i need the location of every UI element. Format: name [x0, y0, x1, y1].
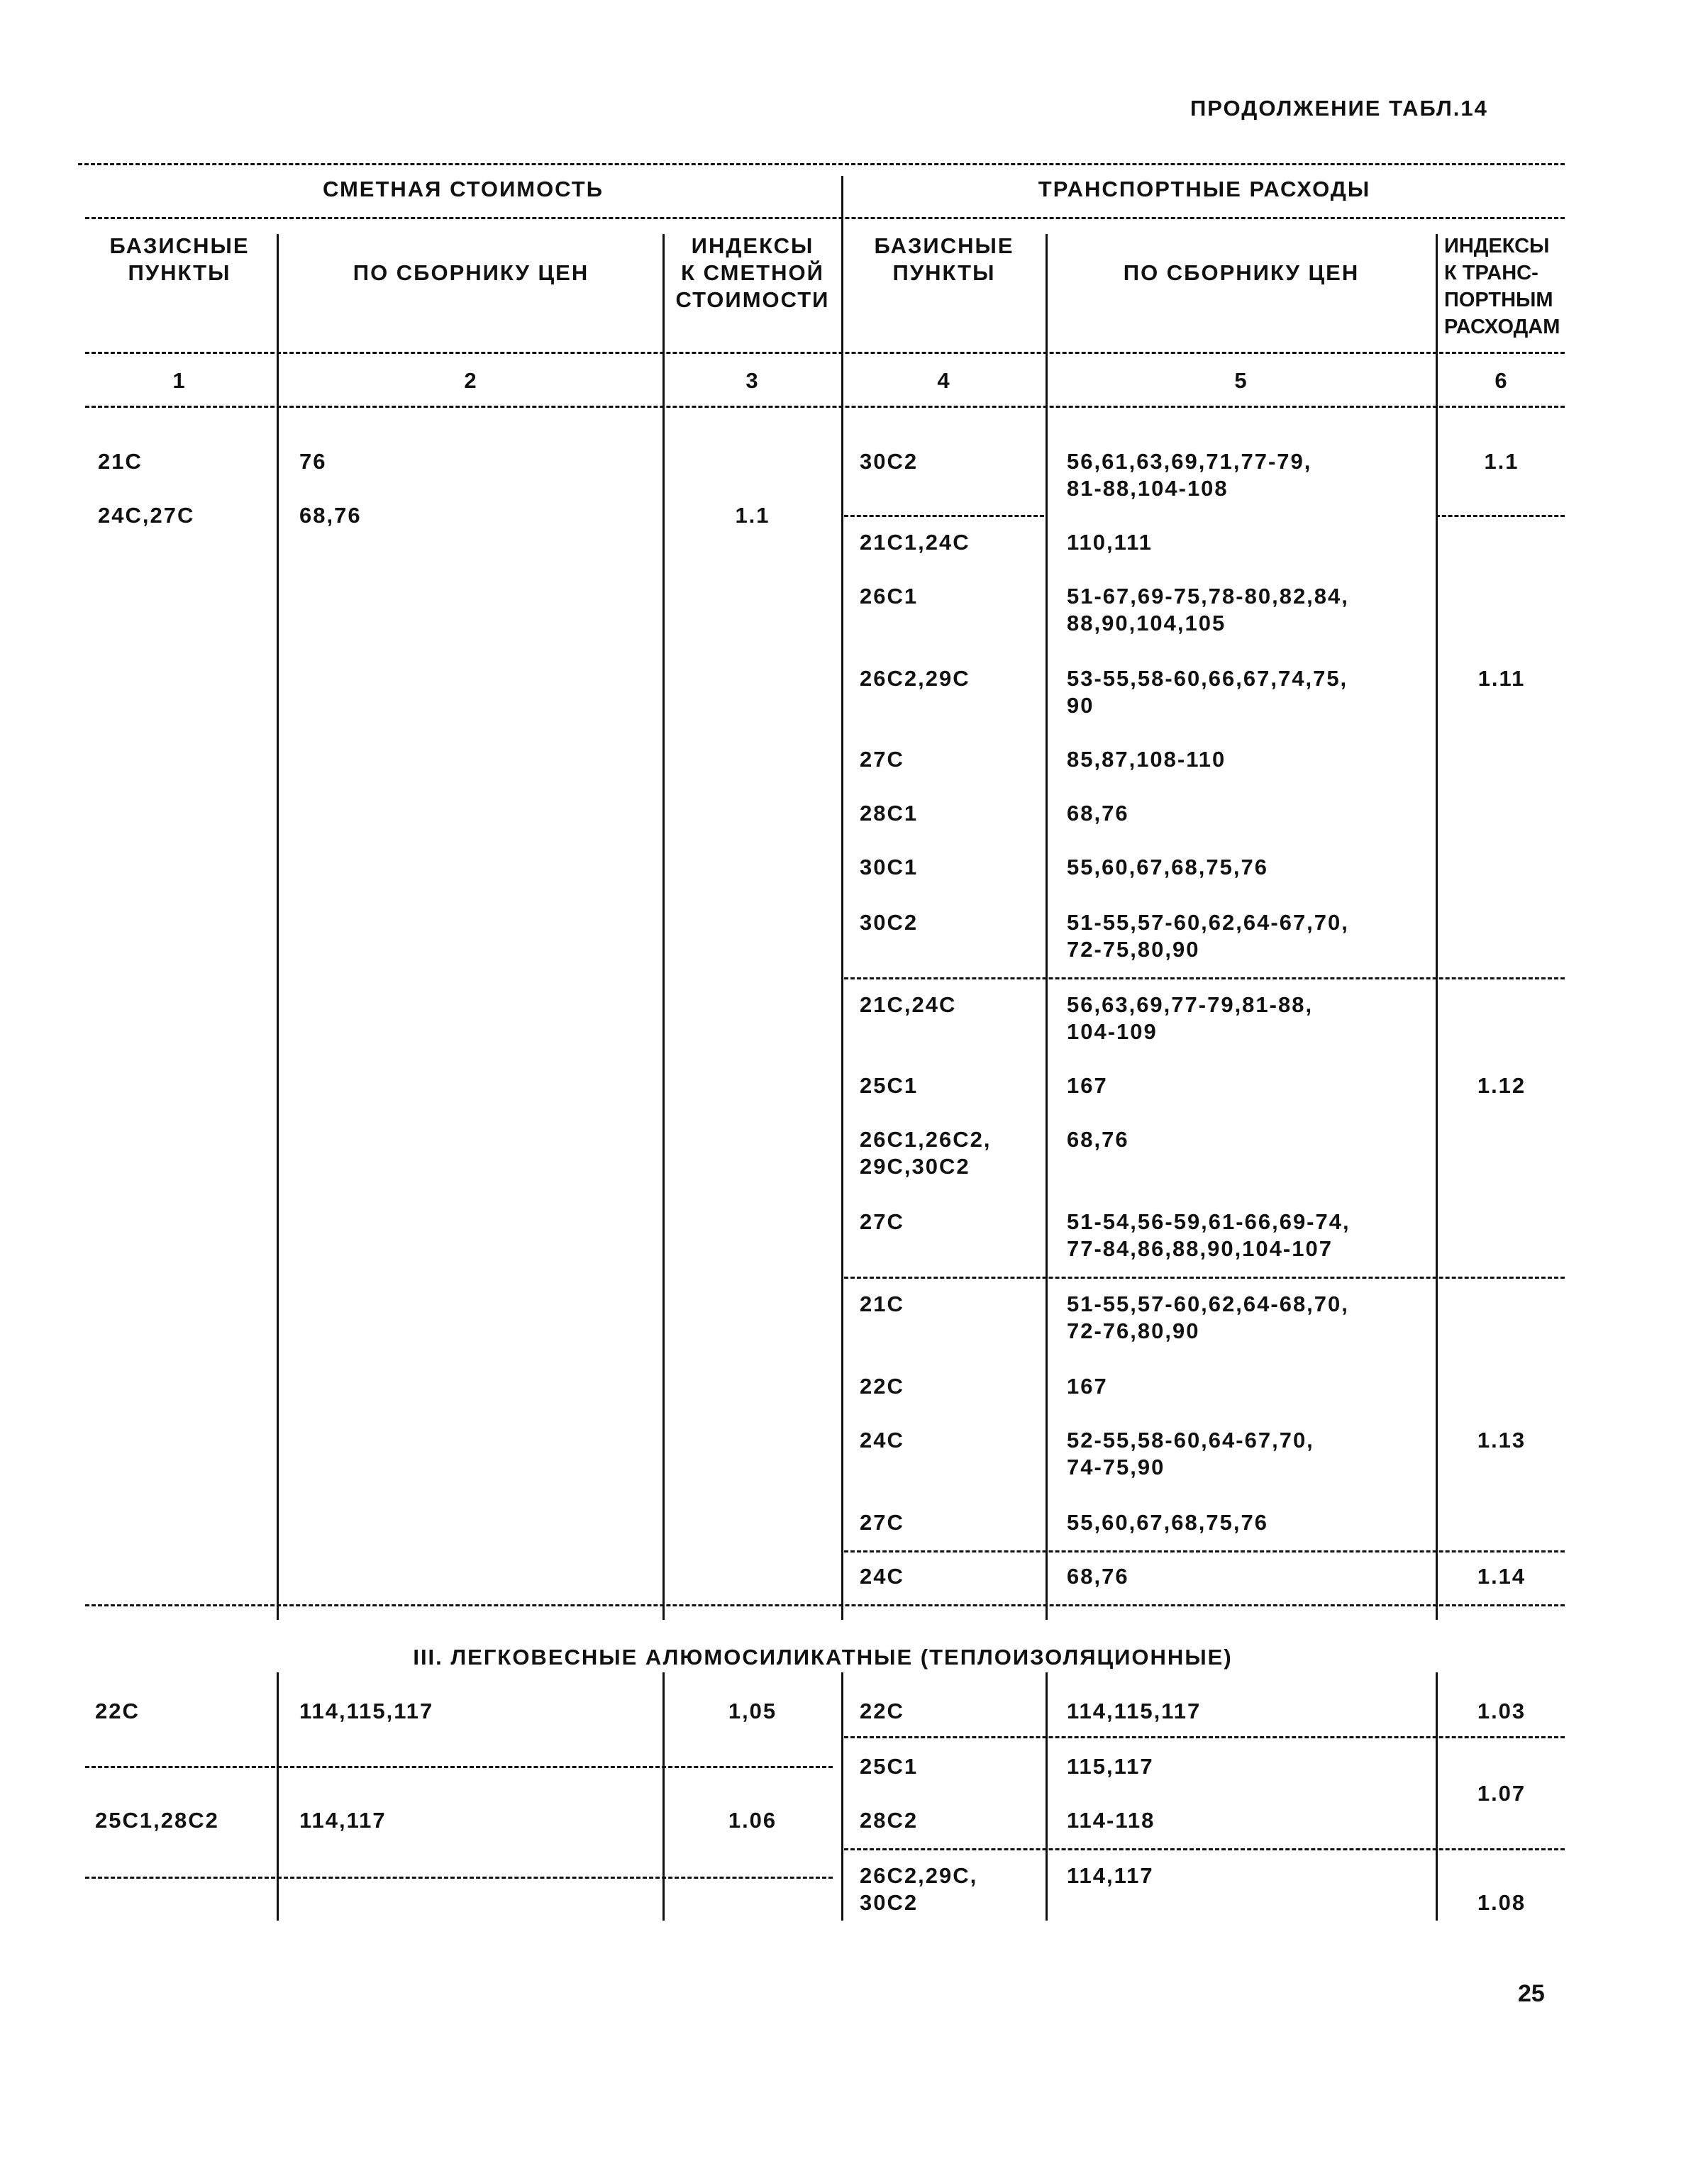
col-number: 1 [172, 368, 187, 393]
cost-index: 1,05 [728, 1699, 777, 1723]
transport-prices: 114,117 [1067, 1863, 1154, 1888]
col-number: 3 [745, 368, 760, 393]
transport-prices: 56,63,69,77-79,81-88, 104-109 [1067, 992, 1314, 1044]
transport-prices: 114-118 [1067, 1808, 1155, 1833]
transport-prices: 56,61,63,69,71,77-79, 81-88,104-108 [1067, 449, 1312, 501]
transport-index: 1.11 [1477, 666, 1526, 691]
col4-header: БАЗИСНЫЕ ПУНКТЫ [874, 233, 1014, 285]
col-number: 2 [464, 368, 478, 393]
transport-point: 21С1,24С [860, 530, 970, 555]
transport-prices: 110,111 [1067, 530, 1153, 555]
transport-prices: 51-55,57-60,62,64-68,70, 72-76,80,90 [1067, 1292, 1349, 1343]
transport-prices: 52-55,58-60,64-67,70, 74-75,90 [1067, 1428, 1314, 1479]
transport-point: 27С [860, 1510, 904, 1535]
transport-index: 1.08 [1477, 1890, 1526, 1915]
transport-point: 21С [860, 1292, 904, 1316]
transport-point: 30С1 [860, 855, 919, 879]
transport-index: 1.03 [1477, 1699, 1526, 1723]
transport-prices: 51-54,56-59,61-66,69-74, 77-84,86,88,90,104-107 [1067, 1209, 1351, 1261]
col-number: 6 [1494, 368, 1509, 393]
col3-header: ИНДЕКСЫ К СМЕТНОЙ СТОИМОСТИ [675, 233, 830, 312]
transport-point: 26С2,29С [860, 666, 970, 691]
transport-point: 28С2 [860, 1808, 919, 1833]
transport-point: 30С2 [860, 910, 919, 935]
transport-prices: 115,117 [1067, 1754, 1154, 1779]
transport-index: 1.12 [1477, 1073, 1526, 1098]
transport-index: 1.14 [1477, 1564, 1526, 1589]
cost-prices: 76 [299, 449, 327, 474]
transport-prices: 55,60,67,68,75,76 [1067, 855, 1268, 879]
transport-prices: 51-67,69-75,78-80,82,84, 88,90,104,105 [1067, 584, 1349, 635]
transport-point: 26С2,29С, 30С2 [860, 1863, 978, 1915]
transport-prices: 68,76 [1067, 1127, 1129, 1152]
transport-index: 1.13 [1477, 1428, 1526, 1452]
transport-prices: 114,115,117 [1067, 1699, 1202, 1723]
transport-prices: 167 [1067, 1374, 1108, 1399]
cost-point: 21С [98, 449, 143, 474]
cost-point: 25С1,28С2 [95, 1808, 219, 1833]
transport-point: 22С [860, 1374, 904, 1399]
cost-prices: 114,115,117 [299, 1699, 434, 1723]
col6-header: ИНДЕКСЫ К ТРАНС- ПОРТНЫМ РАСХОДАМ [1444, 235, 1560, 338]
transport-point: 25С1 [860, 1754, 919, 1779]
transport-prices: 68,76 [1067, 1564, 1129, 1589]
col2-header: ПО СБОРНИКУ ЦЕН [353, 260, 589, 285]
transport-index: 1.1 [1484, 449, 1519, 474]
transport-prices: 55,60,67,68,75,76 [1067, 1510, 1268, 1535]
group-header-transport: ТРАНСПОРТНЫЕ РАСХОДЫ [1038, 177, 1371, 201]
cost-point: 24С,27С [98, 503, 195, 528]
transport-prices: 68,76 [1067, 801, 1129, 826]
cost-index: 1.1 [735, 503, 770, 528]
cost-index: 1.06 [728, 1808, 777, 1833]
transport-point: 26С1,26С2, 29С,30С2 [860, 1127, 992, 1179]
transport-point: 30С2 [860, 449, 919, 474]
transport-point: 26С1 [860, 584, 919, 609]
transport-prices: 167 [1067, 1073, 1108, 1098]
transport-point: 27С [860, 747, 904, 772]
transport-point: 21С,24С [860, 992, 957, 1017]
group-header-cost: СМЕТНАЯ СТОИМОСТЬ [322, 177, 604, 201]
cost-point: 22С [95, 1699, 140, 1723]
section-title: III. ЛЕГКОВЕСНЫЕ АЛЮМОСИЛИКАТНЫЕ (ТЕПЛОИЗОЛЯЦИОННЫЕ) [284, 1644, 1362, 1671]
cost-prices: 68,76 [299, 503, 362, 528]
transport-point: 22С [860, 1699, 904, 1723]
transport-point: 28С1 [860, 801, 919, 826]
transport-index: 1.07 [1477, 1781, 1526, 1806]
transport-prices: 85,87,108-110 [1067, 747, 1226, 772]
transport-point: 25С1 [860, 1073, 919, 1098]
col5-header: ПО СБОРНИКУ ЦЕН [1123, 260, 1360, 285]
transport-prices: 53-55,58-60,66,67,74,75, 90 [1067, 666, 1348, 718]
table-continuation-label: ПРОДОЛЖЕНИЕ ТАБЛ.14 [1190, 96, 1488, 121]
transport-point: 24С [860, 1428, 904, 1452]
cost-prices: 114,117 [299, 1808, 387, 1833]
col1-header: БАЗИСНЫЕ ПУНКТЫ [109, 233, 250, 285]
col-number: 5 [1234, 368, 1248, 393]
page-number: 25 [1518, 1980, 1545, 2007]
col-number: 4 [937, 368, 951, 393]
transport-point: 27С [860, 1209, 904, 1234]
transport-prices: 51-55,57-60,62,64-67,70, 72-75,80,90 [1067, 910, 1349, 962]
transport-point: 24С [860, 1564, 904, 1589]
